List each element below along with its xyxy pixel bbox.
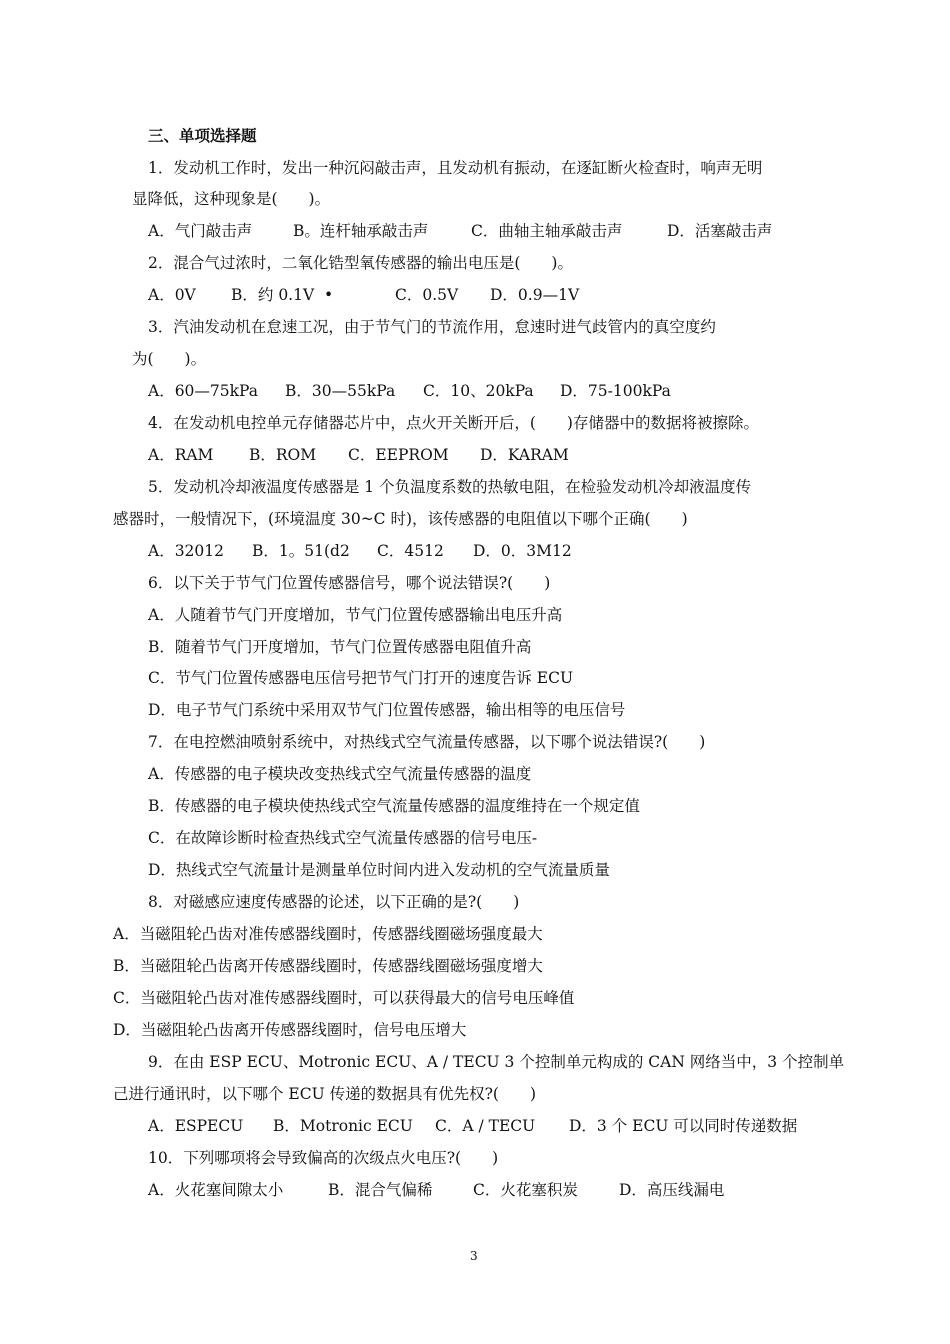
question-5-options	[148, 541, 572, 561]
question-5-text-cont: 感器时，一般情况下，(环境温度 30~C 时)，该传感器的电阻值以下哪个正确( )	[113, 510, 688, 528]
question-4-text: 4．在发动机电控单元存储器芯片中，点火开关断开后，( )存储器中的数据将被擦除。	[148, 414, 759, 432]
option-c: C．4512	[377, 542, 444, 560]
option-d: D．KARAM	[480, 446, 569, 464]
option-d: D．3 个 ECU 可以同时传递数据	[569, 1117, 798, 1135]
question-6-option-d: D．电子节气门系统中采用双节气门位置传感器，输出相等的电压信号	[148, 701, 626, 719]
option-a: A．32012	[148, 542, 225, 560]
question-9-text: 9．在由 ESP ECU、Motronic ECU、A / TECU 3 个控制单元构成的 CAN 网络当中，3 个控制单	[148, 1053, 845, 1071]
question-3-text-cont: 为( )。	[132, 350, 207, 368]
option-a: A．0V	[148, 286, 196, 304]
question-7-option-b: B．传感器的电子模块使热线式空气流量传感器的温度维持在一个规定值	[148, 797, 640, 815]
question-9-options	[148, 1116, 797, 1136]
option-a: A．气门敲击声	[148, 222, 253, 240]
question-2-options	[148, 285, 579, 305]
question-6-option-c: C．节气门位置传感器电压信号把节气门打开的速度告诉 ECU	[148, 669, 574, 687]
bullet-mark: •	[324, 286, 334, 304]
question-7-option-d: D．热线式空气流量计是测量单位时间内进入发动机的空气流量质量	[148, 861, 610, 879]
page-number: 3	[470, 1249, 478, 1263]
question-1-options	[148, 221, 772, 241]
option-b: B．1。51(d2	[252, 542, 350, 560]
option-c: C．曲轴主轴承敲击声	[471, 222, 623, 240]
question-6-text: 6．以下关于节气门位置传感器信号，哪个说法错误?( )	[148, 574, 551, 592]
question-7-option-a: A．传感器的电子模块改变热线式空气流量传感器的温度	[148, 765, 532, 783]
question-1-text: 1．发动机工作时，发出一种沉闷敲击声，且发动机有振动，在逐缸断火检查时，响声无明	[148, 159, 763, 177]
question-2-text: 2．混合气过浓时，二氧化锆型氧传感器的输出电压是( )。	[148, 254, 573, 272]
question-9-text-cont: 己进行通讯时，以下哪个 ECU 传递的数据具有优先权?( )	[113, 1085, 536, 1103]
option-d: D．活塞敲击声	[667, 222, 773, 240]
question-6-option-a: A．人随着节气门开度增加，节气门位置传感器输出电压升高	[148, 606, 563, 624]
option-c: C．A / TECU	[435, 1117, 536, 1135]
option-b: B．30—55kPa	[285, 382, 396, 400]
option-c: C．EEPROM	[348, 446, 449, 464]
question-8-option-b: B．当磁阻轮凸齿离开传感器线圈时，传感器线圈磁场强度增大	[113, 957, 543, 975]
option-d: D．75-100kPa	[560, 382, 671, 400]
question-3-options	[148, 381, 671, 401]
option-a: A．火花塞间隙太小	[148, 1181, 284, 1199]
question-7-text: 7．在电控燃油喷射系统中，对热线式空气流量传感器，以下哪个说法错误?( )	[148, 733, 706, 751]
question-10-text: 10．下列哪项将会导致偏高的次级点火电压?( )	[148, 1149, 499, 1167]
option-a: A．60—75kPa	[148, 382, 259, 400]
section-title: 三、单项选择题	[148, 126, 257, 145]
option-d: D．0.9—1V	[490, 286, 580, 304]
option-b: B．混合气偏稀	[328, 1181, 433, 1199]
option-b: B．ROM	[249, 446, 317, 464]
question-3-text: 3．汽油发动机在怠速工况，由于节气门的节流作用，怠速时进气歧管内的真空度约	[148, 318, 716, 336]
option-d: D．0．3M12	[473, 542, 572, 560]
option-c: C．火花塞积炭	[473, 1181, 578, 1199]
option-b: B．约 0.1V	[231, 286, 315, 304]
question-8-option-d: D．当磁阻轮凸齿离开传感器线圈时，信号电压增大	[113, 1021, 467, 1039]
option-b: B．Motronic ECU	[273, 1117, 413, 1135]
question-10-options	[148, 1180, 724, 1200]
option-c: C．10、20kPa	[423, 382, 534, 400]
option-a: A．RAM	[148, 446, 214, 464]
question-8-text: 8．对磁感应速度传感器的论述，以下正确的是?( )	[148, 893, 520, 911]
question-1-text-cont: 显降低，这种现象是( )。	[132, 190, 331, 208]
question-6-option-b: B．随着节气门开度增加，节气门位置传感器电阻值升高	[148, 638, 532, 656]
option-d: D．高压线漏电	[619, 1181, 725, 1199]
question-8-option-c: C．当磁阻轮凸齿对准传感器线圈时，可以获得最大的信号电压峰值	[113, 989, 575, 1007]
option-b: B。连杆轴承敲击声	[293, 222, 429, 240]
question-8-option-a: A．当磁阻轮凸齿对准传感器线圈时，传感器线圈磁场强度最大	[113, 925, 543, 943]
question-7-option-c: C．在故障诊断时检查热线式空气流量传感器的信号电压-	[148, 829, 538, 847]
option-a: A．ESPECU	[148, 1117, 244, 1135]
question-5-text: 5．发动机冷却液温度传感器是 1 个负温度系数的热敏电阻，在检验发动机冷却液温度传	[148, 478, 752, 496]
option-c: C．0.5V	[395, 286, 459, 304]
question-4-options	[148, 445, 569, 465]
